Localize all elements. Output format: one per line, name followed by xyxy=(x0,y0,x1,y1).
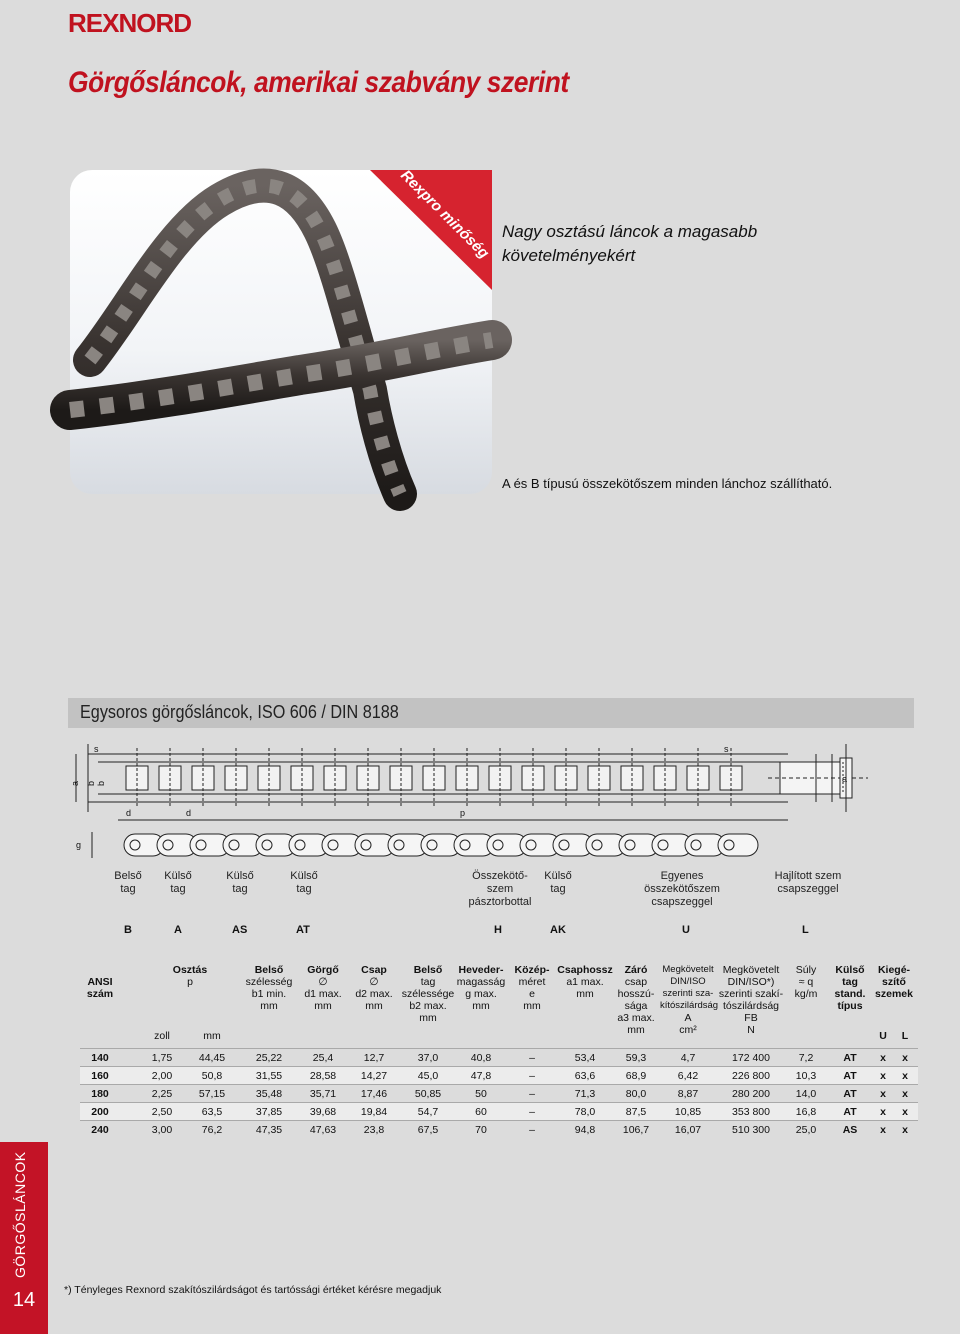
table-cell: 31,55 xyxy=(255,1070,283,1082)
table-cell: 25,22 xyxy=(255,1052,283,1064)
header-zoll: zoll xyxy=(154,1030,170,1042)
table-cell: 180 xyxy=(91,1088,109,1100)
side-roller xyxy=(592,840,602,850)
table-cell: 50,85 xyxy=(414,1088,442,1100)
table-cell: x xyxy=(902,1124,908,1136)
dim-d2-label: d xyxy=(186,808,192,818)
table-cell: 1,75 xyxy=(151,1052,173,1064)
table-cell: x xyxy=(880,1070,886,1082)
table-cell: 45,0 xyxy=(417,1070,439,1082)
table-cell: 47,8 xyxy=(470,1070,492,1082)
table-cell: 3,00 xyxy=(151,1124,173,1136)
sidebar-label: GÖRGŐSLÁNCOK xyxy=(12,1151,28,1278)
chain-diagram xyxy=(68,740,918,936)
dim-a3-label: a xyxy=(842,774,848,784)
table-cell: 47,63 xyxy=(309,1124,337,1136)
side-roller xyxy=(394,840,404,850)
table-cell: 54,7 xyxy=(417,1106,439,1118)
table-cell: 87,5 xyxy=(625,1106,647,1118)
table-cell: 94,8 xyxy=(574,1124,596,1136)
side-roller xyxy=(328,840,338,850)
table-cell: x xyxy=(880,1106,886,1118)
table-cell: 160 xyxy=(91,1070,109,1082)
caption-osszekoto: Összekötő- szem pásztorbottal xyxy=(468,870,532,908)
header-zaro: Záró csap hosszú- sága a3 max. mm xyxy=(617,964,655,1036)
type-AS: AS xyxy=(232,924,248,936)
table-cell: 60 xyxy=(475,1106,487,1118)
table-cell: 23,8 xyxy=(363,1124,385,1136)
caption-kulso-tag-1: Külső tag xyxy=(164,870,192,895)
table-cell: 140 xyxy=(91,1052,109,1064)
caption-kulso-tag-3: Külső tag xyxy=(290,870,318,895)
side-roller xyxy=(691,840,701,850)
table-cell: 200 xyxy=(91,1106,109,1118)
table-cell: 70 xyxy=(475,1124,487,1136)
table-cell: AT xyxy=(843,1052,857,1064)
header-l: L xyxy=(901,1030,909,1042)
side-roller xyxy=(493,840,503,850)
table-cell: 71,3 xyxy=(574,1088,596,1100)
table-cell: 2,00 xyxy=(151,1070,173,1082)
header-mm: mm xyxy=(203,1030,221,1042)
dim-d1-label: d xyxy=(126,808,132,818)
tagline-line-1: Nagy osztású láncok a magasabb xyxy=(502,222,758,241)
table-cell: 37,0 xyxy=(417,1052,439,1064)
caption-hajlitott: Hajlított szem csapszeggel xyxy=(774,870,842,895)
table-cell: x xyxy=(880,1052,886,1064)
chain-photo xyxy=(70,166,493,494)
table-cell: 25,4 xyxy=(312,1052,334,1064)
table-cell: 76,2 xyxy=(201,1124,223,1136)
dim-s-left-label: s xyxy=(94,744,99,754)
table-cell: 35,48 xyxy=(255,1088,283,1100)
table-cell: – xyxy=(529,1106,535,1118)
dim-a1-label: a xyxy=(70,780,80,786)
table-cell: 35,71 xyxy=(309,1088,337,1100)
table-cell: 8,87 xyxy=(677,1088,699,1100)
table-cell: – xyxy=(529,1070,535,1082)
table-cell: 106,7 xyxy=(622,1124,650,1136)
table-cell: x xyxy=(902,1088,908,1100)
table-cell: 57,15 xyxy=(198,1088,226,1100)
type-A: A xyxy=(174,924,182,936)
side-roller xyxy=(262,840,272,850)
tagline-line-2: követelményekért xyxy=(502,246,636,265)
table-cell: 280 200 xyxy=(732,1088,770,1100)
table-cell: 2,25 xyxy=(151,1088,173,1100)
side-roller xyxy=(526,840,536,850)
header-belso-tag: Belső tag szélessége b2 max. mm xyxy=(401,964,455,1024)
type-L: L xyxy=(802,924,809,936)
table-cell: x xyxy=(880,1124,886,1136)
table-cell: – xyxy=(529,1052,535,1064)
table-cell: 50,8 xyxy=(201,1070,223,1082)
table-row xyxy=(80,1048,918,1066)
side-roller xyxy=(163,840,173,850)
header-szakito: Megkövetelt DIN/ISO*) szerinti szakí- tószilárdság FB N xyxy=(718,964,784,1036)
side-roller xyxy=(559,840,569,850)
table-cell: 19,84 xyxy=(360,1106,388,1118)
side-roller xyxy=(460,840,470,850)
header-csap: Csap ∅ d2 max. mm xyxy=(355,964,393,1012)
table-cell: 16,07 xyxy=(674,1124,702,1136)
table-cell: 226 800 xyxy=(732,1070,770,1082)
quality-banner-text: Rexpro minőség xyxy=(397,166,493,262)
table-cell: 40,8 xyxy=(470,1052,492,1064)
type-AK: AK xyxy=(550,924,566,936)
type-U: U xyxy=(682,924,690,936)
side-roller xyxy=(724,840,734,850)
header-csaphossz: Csaphossz a1 max. mm xyxy=(557,964,613,1000)
caption-kulso-tag-2: Külső tag xyxy=(226,870,254,895)
table-cell: 63,5 xyxy=(201,1106,223,1118)
side-roller xyxy=(295,840,305,850)
table-cell: 2,50 xyxy=(151,1106,173,1118)
table-cell: 6,42 xyxy=(677,1070,699,1082)
table-cell: 353 800 xyxy=(732,1106,770,1118)
table-cell: 4,7 xyxy=(680,1052,696,1064)
table-cell: – xyxy=(529,1088,535,1100)
table-cell: 7,2 xyxy=(798,1052,814,1064)
tagline xyxy=(502,220,757,268)
table-cell: 14,0 xyxy=(795,1088,817,1100)
table-cell: 16,8 xyxy=(795,1106,817,1118)
logo-wordmark: REXNORD xyxy=(68,8,192,38)
table-cell: 25,0 xyxy=(795,1124,817,1136)
rexnord-logo xyxy=(68,8,248,38)
header-gorgo: Görgő ∅ d1 max. mm xyxy=(304,964,342,1012)
header-suly: Súly ≈ q kg/m xyxy=(794,964,818,1000)
table-cell: x xyxy=(880,1088,886,1100)
side-roller xyxy=(625,840,635,850)
table-row xyxy=(80,1084,918,1102)
header-kulso-tag: Külső tag stand. típus xyxy=(834,964,866,1012)
dim-b1-label: b xyxy=(96,780,106,786)
chain-side-view xyxy=(76,826,878,862)
page-title: Görgősláncok, amerikai szabvány szerint xyxy=(68,66,569,99)
header-kozep: Közép- méret e mm xyxy=(514,964,550,1012)
table-cell: x xyxy=(902,1052,908,1064)
table-cell: 172 400 xyxy=(732,1052,770,1064)
table-cell: x xyxy=(902,1106,908,1118)
connector-note: A és B típusú összekötőszem minden lánchoz szállítható. xyxy=(502,476,833,491)
table-cell: 14,27 xyxy=(360,1070,388,1082)
table-cell: 510 300 xyxy=(732,1124,770,1136)
header-ansi: ANSI szám xyxy=(86,976,114,1000)
caption-egyenes: Egyenes összekötőszem csapszeggel xyxy=(644,870,720,908)
table-cell: x xyxy=(902,1070,908,1082)
table-cell: AT xyxy=(843,1088,857,1100)
table-cell: 80,0 xyxy=(625,1088,647,1100)
table-cell: 37,85 xyxy=(255,1106,283,1118)
dim-p-label: p xyxy=(460,808,466,818)
table-cell: 12,7 xyxy=(363,1052,385,1064)
side-roller xyxy=(427,840,437,850)
type-AT: AT xyxy=(296,924,310,936)
caption-kulso-tag-4: Külső tag xyxy=(544,870,572,895)
table-cell: 39,68 xyxy=(309,1106,337,1118)
table-cell: AS xyxy=(842,1124,858,1136)
table-cell: 17,46 xyxy=(360,1088,388,1100)
table-cell: 28,58 xyxy=(309,1070,337,1082)
table-cell: – xyxy=(529,1124,535,1136)
page-number: 14 xyxy=(12,1289,36,1311)
header-heveder: Heveder- magasság g max. mm xyxy=(456,964,506,1012)
table-cell: 78,0 xyxy=(574,1106,596,1118)
side-roller xyxy=(658,840,668,850)
table-cell: 67,5 xyxy=(417,1124,439,1136)
caption-belso-tag: Belső tag xyxy=(114,870,142,895)
type-B: B xyxy=(124,924,132,936)
header-kiegeszito: Kiegé- szítő szemek xyxy=(875,964,913,1000)
type-H: H xyxy=(494,924,502,936)
table-row xyxy=(80,1120,918,1138)
table-cell: 63,6 xyxy=(574,1070,596,1082)
side-roller xyxy=(130,840,140,850)
table-cell: 240 xyxy=(91,1124,109,1136)
table-row xyxy=(80,1102,918,1120)
table-cell: 68,9 xyxy=(625,1070,647,1082)
side-roller xyxy=(196,840,206,850)
table-cell: 44,45 xyxy=(198,1052,226,1064)
table-cell: 59,3 xyxy=(625,1052,647,1064)
header-belso-szelesseg: Belső szélesség b1 min. mm xyxy=(245,964,293,1012)
table-cell: AT xyxy=(843,1070,857,1082)
dim-b2-label: b xyxy=(86,780,96,786)
footnote: *) Tényleges Rexnord szakítószilárdságot és tartóssági értéket kérésre megadjuk xyxy=(64,1284,442,1296)
dim-g-label: g xyxy=(76,840,82,850)
section-title: Egysoros görgősláncok, ISO 606 / DIN 8188 xyxy=(80,702,399,722)
table-cell: 47,35 xyxy=(255,1124,283,1136)
chain-illustration xyxy=(70,166,493,494)
table-cell: 53,4 xyxy=(574,1052,596,1064)
header-osztas: Osztás p xyxy=(172,964,208,988)
side-roller xyxy=(229,840,239,850)
dim-s-right-label: s xyxy=(724,744,729,754)
header-u: U xyxy=(879,1030,887,1042)
side-roller xyxy=(361,840,371,850)
table-cell: 10,3 xyxy=(795,1070,817,1082)
table-row xyxy=(80,1066,918,1084)
table-cell: 10,85 xyxy=(674,1106,702,1118)
header-csapfelulet: Megkövetelt DIN/ISO szerinti sza- kítószilárdság A cm² xyxy=(660,964,719,1036)
table-cell: AT xyxy=(843,1106,857,1118)
table-cell: 50 xyxy=(475,1088,487,1100)
